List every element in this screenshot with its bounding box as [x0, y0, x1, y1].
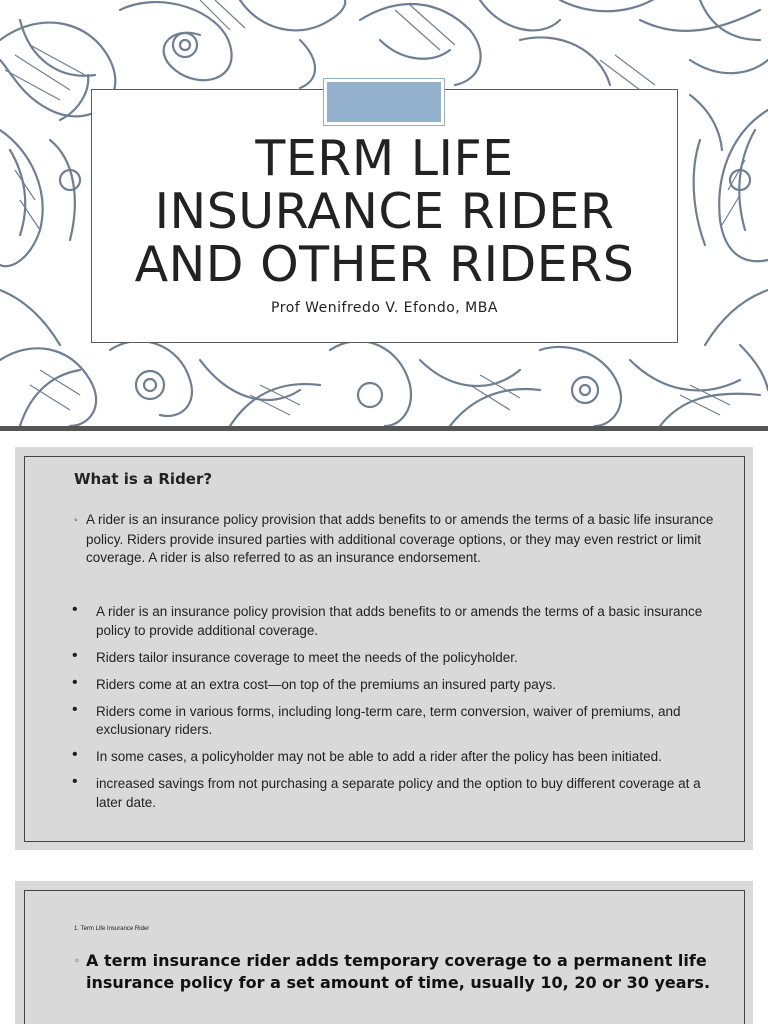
title-card	[91, 89, 678, 343]
ring-bullet-icon: ◦	[74, 956, 80, 967]
list-item	[72, 646, 712, 668]
slide-heading: What is a Rider?	[74, 470, 213, 488]
accent-tab	[324, 79, 444, 125]
presenter-subtitle: Prof Wenifredo V. Efondo, MBA	[271, 300, 498, 316]
list-item-text: Riders tailor insurance coverage to meet the needs of the policyholder.	[96, 649, 518, 665]
definition-text: A rider is an insurance policy provision that adds benefits to or amends the terms of a basic life insurance policy. Riders provide insured parties with additional coverage options, or they may even restrict or limit coverage. A rider is also referred to as an insurance endorsement.	[86, 512, 714, 565]
slide-frame	[24, 456, 745, 842]
bullet-icon: •	[72, 673, 78, 691]
slide-divider	[0, 426, 768, 431]
bullet-icon: •	[72, 773, 78, 790]
list-item	[72, 673, 712, 695]
bullet-icon: •	[72, 700, 78, 718]
title-line: INSURANCE RIDER	[154, 183, 615, 240]
term-rider-text: A term insurance rider adds temporary coverage to a permanent life insurance policy for a set amount of time, usually 10, 20 or 30 years.	[86, 951, 711, 992]
list-item	[72, 700, 712, 740]
small-heading: 1. Term Life Insurance Rider	[74, 926, 150, 932]
title-line: TERM LIFE	[255, 130, 514, 187]
list-item-text: increased savings from not purchasing a separate policy and the option to buy different coverage at a later date.	[96, 776, 701, 810]
list-item-text: In some cases, a policyholder may not be able to add a rider after the policy has been initiated.	[96, 749, 662, 764]
title-slide	[0, 0, 768, 426]
title-line: AND OTHER RIDERS	[134, 236, 635, 293]
list-item	[72, 748, 712, 767]
definition-paragraph	[74, 511, 714, 568]
term-rider-slide	[15, 881, 753, 1024]
list-item-text: Riders come at an extra cost—on top of the premiums an insured party pays.	[96, 676, 556, 692]
rider-definition-slide	[15, 447, 753, 850]
list-item-text: A rider is an insurance policy provision that adds benefits to or amends the terms of a basic insurance policy to provide additional coverage.	[96, 604, 703, 638]
rider-bullet-list	[72, 603, 712, 821]
term-rider-paragraph	[74, 951, 714, 993]
presentation-title	[92, 132, 677, 291]
ring-bullet-icon: ◦	[74, 515, 78, 526]
list-item	[72, 775, 712, 812]
bullet-icon: •	[72, 746, 78, 763]
slide-frame	[24, 890, 745, 1024]
list-item	[72, 603, 712, 640]
list-item-text: Riders come in various forms, including long-term care, term conversion, waiver of premiums, and exclusionary riders.	[96, 703, 681, 737]
bullet-icon: •	[72, 601, 78, 618]
bullet-icon: •	[72, 646, 78, 664]
